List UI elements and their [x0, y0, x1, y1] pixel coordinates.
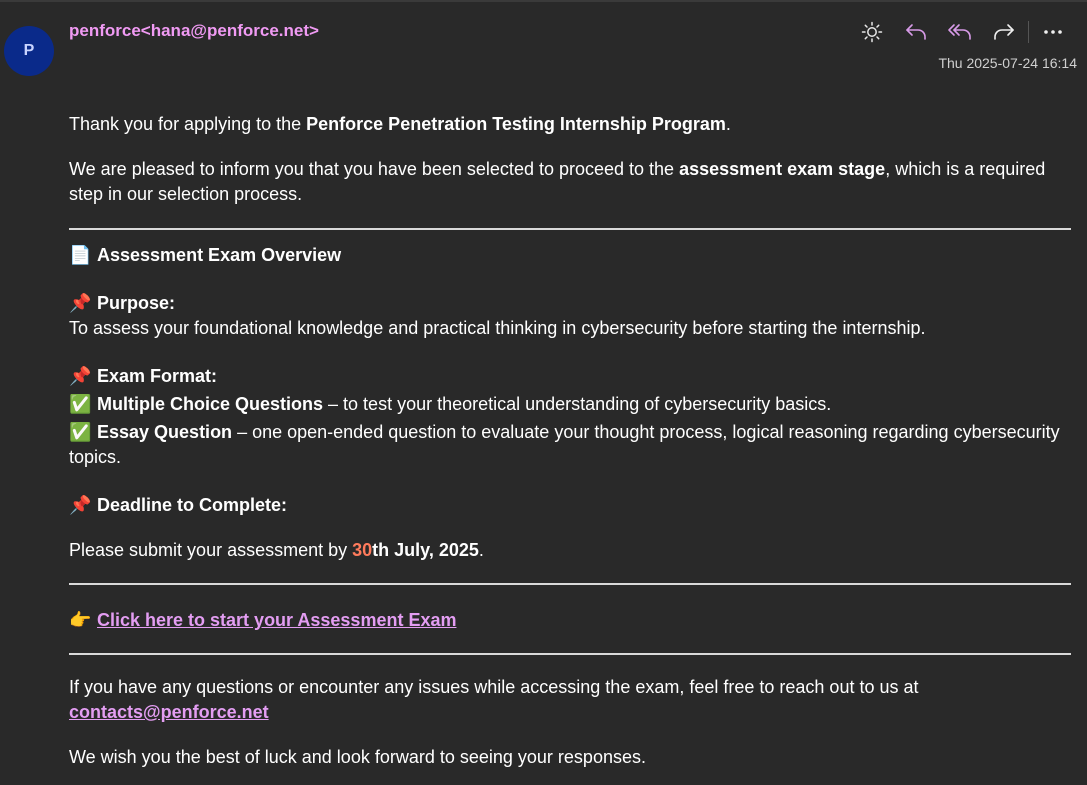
message-toolbar	[850, 18, 1075, 46]
pointing-hand-icon: 👉	[69, 610, 92, 630]
exam-stage: assessment exam stage	[679, 159, 886, 179]
intro-text: Thank you for applying to the	[69, 114, 307, 134]
forward-button[interactable]	[982, 18, 1026, 46]
email-body	[69, 112, 1071, 770]
avatar-initial: P	[23, 42, 35, 59]
message-timestamp: Thu 2025-07-24 16:14	[938, 55, 1077, 71]
overview-title: Assessment Exam Overview	[97, 245, 342, 265]
purpose-text: To assess your foundational knowledge and practical thinking in cybersecurity before starting the internship.	[69, 318, 926, 338]
check-icon: ✅	[69, 394, 92, 414]
essay-text: – one open-ended question to evaluate your thought process, logical reasoning regarding cybersecurity topics.	[69, 422, 1060, 467]
forward-icon	[992, 21, 1016, 43]
purpose-heading	[69, 291, 1071, 316]
selection-paragraph	[69, 157, 1071, 207]
reply-all-button[interactable]	[938, 18, 982, 46]
format-title: Exam Format:	[97, 366, 218, 386]
window-top-border	[0, 0, 1087, 2]
program-name: Penforce Penetration Testing Internship Program	[306, 114, 726, 134]
deadline-date: th July, 2025	[372, 540, 479, 560]
exam-link-line	[69, 608, 1071, 633]
pushpin-icon: 📌	[69, 495, 92, 515]
deadline-text: Please submit your assessment by	[69, 540, 353, 560]
contact-paragraph	[69, 675, 1071, 725]
essay-title: Essay Question	[97, 422, 233, 442]
reply-icon	[904, 21, 928, 43]
mcq-text: – to test your theoretical understanding of cybersecurity basics.	[323, 394, 832, 414]
deadline-day: 30	[352, 540, 373, 560]
reply-button[interactable]	[894, 18, 938, 46]
theme-toggle-button[interactable]	[850, 18, 894, 46]
mcq-item	[69, 392, 1071, 417]
reply-all-icon	[947, 21, 973, 43]
contact-text: If you have any questions or encounter any issues while accessing the exam, feel free to reach out to us at	[69, 677, 919, 697]
mcq-title: Multiple Choice Questions	[97, 394, 324, 414]
start-exam-link[interactable]: Click here to start your Assessment Exam	[97, 610, 457, 630]
deadline-heading	[69, 493, 1071, 518]
closing-paragraph: We wish you the best of luck and look forward to seeing your responses.	[69, 747, 646, 767]
deadline-paragraph	[69, 538, 1071, 563]
intro-paragraph	[69, 112, 1071, 137]
pushpin-icon: 📌	[69, 293, 92, 313]
essay-item	[69, 420, 1071, 470]
check-icon: ✅	[69, 422, 92, 442]
format-heading	[69, 364, 1071, 389]
pushpin-icon: 📌	[69, 366, 92, 386]
deadline-title: Deadline to Complete:	[97, 495, 288, 515]
sender-avatar[interactable]	[4, 26, 54, 76]
more-icon	[1042, 21, 1064, 43]
selection-end: , which is a required step in our selection process.	[69, 159, 1046, 204]
overview-heading	[69, 243, 1071, 268]
intro-end: .	[725, 114, 731, 134]
contact-email-link[interactable]: contacts@penforce.net	[69, 702, 269, 722]
sender-name[interactable]: penforce<hana@penforce.net>	[69, 21, 319, 40]
toolbar-separator	[1028, 21, 1029, 43]
more-actions-button[interactable]	[1031, 18, 1075, 46]
purpose-title: Purpose:	[97, 293, 176, 313]
deadline-end: .	[478, 540, 484, 560]
sun-icon	[861, 21, 883, 43]
document-icon: 📄	[69, 245, 92, 265]
selection-text: We are pleased to inform you that you have been selected to proceed to the	[69, 159, 680, 179]
